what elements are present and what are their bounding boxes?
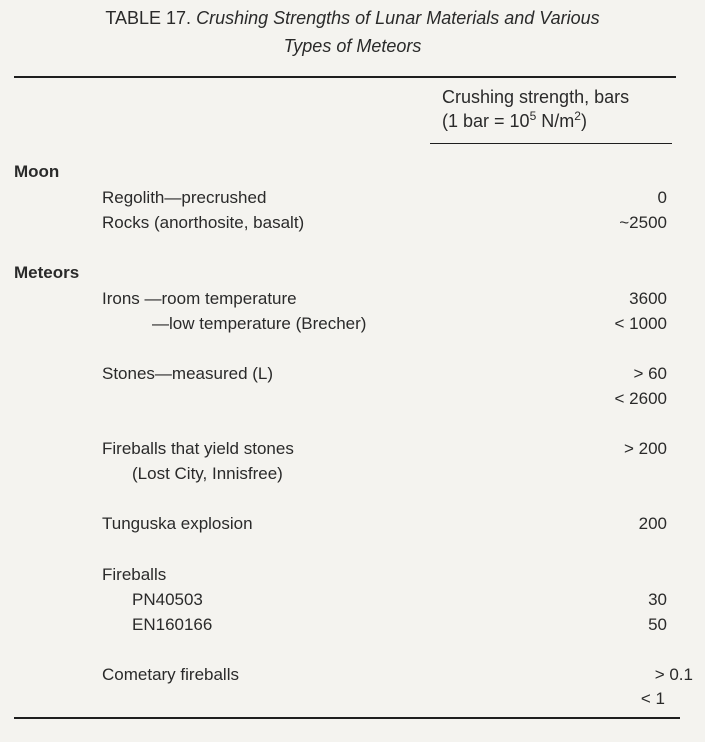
row-value-en160166: 50 [648,615,667,634]
row-label-fireballs-stones: Fireballs that yield stones [102,439,294,458]
unit-exponent: 5 [529,109,537,123]
row-label-rocks: Rocks (anorthosite, basalt) [102,213,305,232]
row-label-cometary: Cometary fireballs [102,665,239,684]
row-label-fireballs: Fireballs [102,565,167,584]
row-value-cometary-max: < 1 [640,689,665,708]
row-label-irons-low: —low temperature (Brecher) [152,314,367,333]
row-label-en160166: EN160166 [132,615,213,634]
column-header-line1: Crushing strength, bars [442,87,630,107]
header-rule [430,143,672,144]
row-value-irons-room: 3600 [629,289,667,308]
row-value-irons-low: < 1000 [614,314,667,333]
unit-prefix: (1 bar = 10 [442,111,530,131]
row-value-fireballs-stones: > 200 [623,439,667,458]
table-caption [0,8,705,29]
unit-exponent-2: 2 [574,109,581,123]
column-header-line2 [442,111,587,132]
row-label-tunguska: Tunguska explosion [102,514,253,533]
unit-mid: N/m [536,111,575,131]
table-title-line2: Types of Meteors [283,36,422,56]
row-sublabel-fireballs-stones: (Lost City, Innisfree) [132,464,283,483]
bottom-rule [14,717,680,719]
row-label-regolith: Regolith—precrushed [102,188,267,207]
row-value-pn40503: 30 [648,590,667,609]
table-number: TABLE 17. [105,8,192,28]
top-rule [14,76,676,78]
row-value-tunguska: 200 [638,514,667,533]
unit-suffix: ) [580,111,587,131]
section-moon: Moon [14,162,60,181]
row-value-rocks: ~2500 [619,213,667,232]
row-value-stones-min: > 60 [633,364,667,383]
row-label-irons-room: Irons —room temperature [102,289,297,308]
row-value-cometary-min: > 0.1 [654,665,693,684]
row-label-pn40503: PN40503 [132,590,203,609]
table-title-line1: Crushing Strengths of Lunar Materials and Various [196,8,600,28]
row-value-regolith: 0 [657,188,667,207]
row-value-stones-max: < 2600 [614,389,667,408]
row-label-stones: Stones—measured (L) [102,364,274,383]
section-meteors: Meteors [14,263,80,282]
